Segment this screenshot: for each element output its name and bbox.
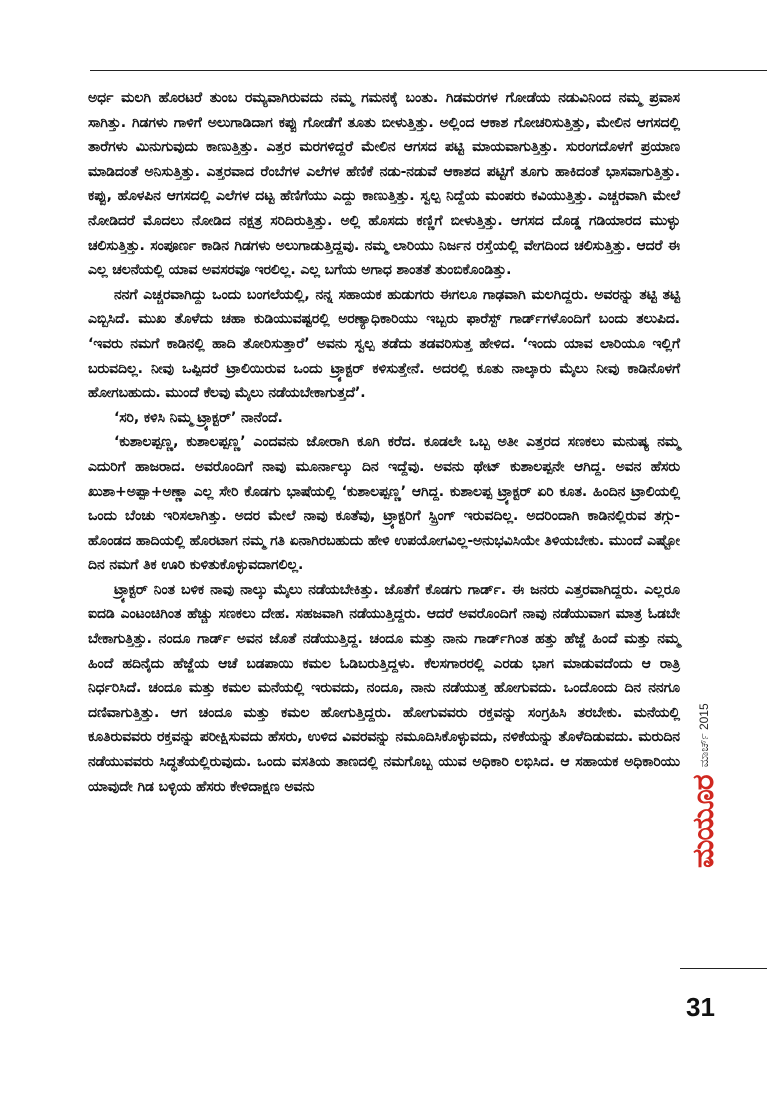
paragraph-1: ಅರ್ಧ ಮಲಗಿ ಹೊರಟರೆ ತುಂಬ ರಮ್ಯವಾಗಿರುವದು ನಮ್ಮ ಗಮನಕ್ಕೆ ಬಂತು. ಗಿಡಮರಗಳ ಗೋಡೆಯ ನಡುವಿನಿಂದ ನಮ್ಮ ಪ್ರವಾಸ ಸಾಗಿತ್ತು. ಗಿಡಗಳು ಗಾಳಿಗೆ ಅಲುಗಾಡಿದಾಗ ಕಪ್ಪು ಗೋಡೆಗೆ ತೂತು ಬೀಳುತ್ತಿತ್ತು. ಅಲ್ಲಿಂದ ಆಕಾಶ ಗೋಚರಿಸುತ್ತಿತ್ತು, ಮೇಲಿನ ಆಗಸದಲ್ಲಿ ತಾರೆಗಳು ಮಿನುಗುವುದು ಕಾಣುತ್ತಿತ್ತು. ಎತ್ತರ ಮರಗಳಿದ್ದರೆ ಮೇಲಿನ ಆಗಸದ ಪಟ್ಟಿ ಮಾಯವಾಗುತ್ತಿತ್ತು. ಸುರಂಗದೊಳಗೆ ಪ್ರಯಾಣ ಮಾಡಿದಂತೆ ಅನಿಸುತ್ತಿತ್ತು. ಎತ್ತರವಾದ ರೆಂಬೆಗಳ ಎಲೆಗಳ ಹೆಣಿಕೆ ನಡು-ನಡುವೆ ಆಕಾಶದ ಪಟ್ಟಿಗೆ ತೂಗು ಹಾಕಿದಂತೆ ಭಾಸವಾಗುತ್ತಿತ್ತು. ಕಪ್ಪು, ಹೊಳಪಿನ ಆಗಸದಲ್ಲಿ ಎಲೆಗಳ ದಟ್ಟ ಹೆಣಿಗೆಯು ಎದ್ದು ಕಾಣುತ್ತಿತ್ತು. ಸ್ವಲ್ಪ ನಿದ್ದೆಯ ಮಂಪರು ಕವಿಯುತ್ತಿತ್ತು. ಎಚ್ಚರವಾಗಿ ಮೇಲೆ ನೋಡಿದರೆ ಮೊದಲು ನೋಡಿದ ನಕ್ಷತ್ರ ಸರಿದಿರುತ್ತಿತ್ತು. ಅಲ್ಲಿ ಹೊಸದು ಕಣ್ಣಿಗೆ ಬೀಳುತ್ತಿತ್ತು. ಆಗಸದ ದೊಡ್ಡ ಗಡಿಯಾರದ ಮುಳ್ಳು ಚಲಿಸುತ್ತಿತ್ತು. ಸಂಪೂರ್ಣ ಕಾಡಿನ ಗಿಡಗಳು ಅಲುಗಾಡುತ್ತಿದ್ದವು. ನಮ್ಮ ಲಾರಿಯು ನಿರ್ಜನ ರಸ್ತೆಯಲ್ಲಿ ವೇಗದಿಂದ ಚಲಿಸುತ್ತಿತ್ತು. ಆದರೆ ಈ ಎಲ್ಲ ಚಲನೆಯಲ್ಲಿ ಯಾವ ಅವಸರವೂ ಇರಲಿಲ್ಲ. ಎಲ್ಲ ಬಗೆಯ ಅಗಾಧ ಶಾಂತತೆ ತುಂಬಿಕೊಂಡಿತ್ತು. bbox=[88, 90, 680, 279]
footer-rule bbox=[680, 968, 767, 969]
paragraph-5: ಟ್ರ್ಯಾಕ್ಟರ್ ನಿಂತ ಬಳಿಕ ನಾವು ನಾಲ್ಕು ಮೈಲು ನಡೆಯಬೇಕಿತ್ತು. ಜೊತೆಗೆ ಕೊಡಗು ಗಾರ್ಡ್. ಈ ಜನರು ಎತ್ತರವಾಗಿದ್ದರು. ಎಲ್ಲರೂ ಐದಡಿ ಎಂಟಂಚಿಗಿಂತ ಹೆಚ್ಚು ಸಣಕಲು ದೇಹ. ಸಹಜವಾಗಿ ನಡೆಯುತ್ತಿದ್ದರು. ಆದರೆ ಅವರೊಂದಿಗೆ ನಾವು ನಡೆಯುವಾಗ ಮಾತ್ರ ಓಡಬೇ ಬೇಕಾಗುತ್ತಿತ್ತು. ನಂದೂ ಗಾರ್ಡ್ ಅವನ ಜೊತೆ ನಡೆಯುತ್ತಿದ್ದ. ಚಂದೂ ಮತ್ತು ನಾನು ಗಾರ್ಡ್‌ಗಿಂತ ಹತ್ತು ಹೆಜ್ಜೆ ಹಿಂದೆ ಮತ್ತು ನಮ್ಮ ಹಿಂದೆ ಹದಿನೈದು ಹೆಜ್ಜೆಯ ಆಚೆ ಬಡಪಾಯಿ ಕಮಲ ಓಡಿಬರುತ್ತಿದ್ದಳು. ಕೆಲಸಗಾರರಲ್ಲಿ ಎರಡು ಭಾಗ ಮಾಡುವದೆಂದು ಆ ರಾತ್ರಿ ನಿರ್ಧರಿಸಿದೆ. ಚಂದೂ ಮತ್ತು ಕಮಲ ಮನೆಯಲ್ಲಿ ಇರುವದು, ನಂದೂ, ನಾನು ನಡೆಯುತ್ತ ಹೋಗುವದು. ಒಂದೊಂದು ದಿನ ನನಗೂ ದಣಿವಾಗುತ್ತಿತ್ತು. ಆಗ ಚಂದೂ ಮತ್ತು ಕಮಲ ಹೋಗುತ್ತಿದ್ದರು. ಹೋಗುವವರು ರಕ್ತವನ್ನು ಸಂಗ್ರಹಿಸಿ ತರಬೇಕು. ಮನೆಯಲ್ಲಿ ಕೂತಿರುವವರು ರಕ್ತವನ್ನು ಪರೀಕ್ಷಿಸುವದು ಹೆಸರು, ಉಳಿದ ವಿವರವನ್ನು ನಮೂದಿಸಿಕೊಳ್ಳುವದು, ನಳಿಕೆಯನ್ನು ತೊಳೆದಿಡುವದು. ಮರುದಿನ ನಡೆಯುವವರು ಸಿದ್ಧತೆಯಲ್ಲಿರುವುದು. ಒಂದು ವಸತಿಯ ತಾಣದಲ್ಲಿ ನಮಗೊಬ್ಬ ಯುವ ಅಧಿಕಾರಿ ಲಭಿಸಿದ. ಆ ಸಹಾಯಕ ಅಧಿಕಾರಿಯು ಯಾವುದೇ ಗಿಡ ಬಳ್ಳಿಯ ಹೆಸರು ಕೇಳಿದಾಕ್ಷಣ ಅವನು bbox=[88, 581, 680, 795]
magazine-logo: ಮಯೂರ bbox=[686, 775, 721, 868]
page-number: 31 bbox=[686, 992, 715, 1022]
paragraph-4: ‘ಕುಶಾಲಪ್ಪಣ್ಣ, ಕುಶಾಲಪ್ಪಣ್ಣ’ ಎಂದವನು ಜೋರಾಗಿ ಕೂಗಿ ಕರೆದ. ಕೂಡಲೇ ಒಬ್ಬ ಅತೀ ಎತ್ತರದ ಸಣಕಲು ಮನುಷ್ಯ ನಮ್ಮ ಎದುರಿಗೆ ಹಾಜರಾದ. ಅವರೊಂದಿಗೆ ನಾವು ಮೂರ್ನಾಲ್ಕು ದಿನ ಇದ್ದೆವು. ಅವನು ಥೇಟ್ ಕುಶಾಲಪ್ಪನೇ ಆಗಿದ್ದ. ಅವನ ಹೆಸರು ಖುಶಾ+ಅಪ್ಪಾ+ಅಣ್ಣಾ ಎಲ್ಲ ಸೇರಿ ಕೊಡಗು ಭಾಷೆಯಲ್ಲಿ ‘ಕುಶಾಲಪ್ಪಣ್ಣ’ ಆಗಿದ್ದ. ಕುಶಾಲಪ್ಪ ಟ್ರ್ಯಾಕ್ಟರ್ ಏರಿ ಕೂತ. ಹಿಂದಿನ ಟ್ರಾಲಿಯಲ್ಲಿ ಒಂದು ಬೆಂಚು ಇರಿಸಲಾಗಿತ್ತು. ಅದರ ಮೇಲೆ ನಾವು ಕೂತೆವು, ಟ್ರ್ಯಾಕ್ಟರಿಗೆ ಸ್ಪ್ರಿಂಗ್ ಇರುವದಿಲ್ಲ. ಅದರಿಂದಾಗಿ ಕಾಡಿನಲ್ಲಿರುವ ತಗ್ಗು-ಹೊಂಡದ ಹಾದಿಯಲ್ಲಿ ಹೊರಟಾಗ ನಮ್ಮ ಗತಿ ಏನಾಗಿರಬಹುದು ಹೇಳಿ ಉಪಯೋಗವಿಲ್ಲ-ಅನುಭವಿಸಿಯೇ ತಿಳಿಯಬೇಕು. ಮುಂದೆ ಎಷ್ಟೋ ದಿನ ನಮಗೆ ತಿಕ ಊರಿ ಕುಳಿತುಕೊಳ್ಳುವದಾಗಲಿಲ್ಲ. bbox=[88, 434, 680, 574]
magazine-sidebar-vertical bbox=[684, 692, 724, 868]
article-body bbox=[88, 86, 680, 799]
paragraph-2: ನನಗೆ ಎಚ್ಚರವಾಗಿದ್ದು ಒಂದು ಬಂಗಲೆಯಲ್ಲಿ, ನನ್ನ ಸಹಾಯಕ ಹುಡುಗರು ಈಗಲೂ ಗಾಢವಾಗಿ ಮಲಗಿದ್ದರು. ಅವರನ್ನು ತಟ್ಟಿ ತಟ್ಟಿ ಎಬ್ಬಿಸಿದೆ. ಮುಖ ತೊಳೆದು ಚಹಾ ಕುಡಿಯುವಷ್ಟರಲ್ಲಿ ಅರಣ್ಯಾಧಿಕಾರಿಯು ಇಬ್ಬರು ಫಾರೆಸ್ಟ್ ಗಾರ್ಡ್‌ಗಳೊಂದಿಗೆ ಬಂದು ತಲುಪಿದ. ‘ಇವರು ನಮಗೆ ಕಾಡಿನಲ್ಲಿ ಹಾದಿ ತೋರಿಸುತ್ತಾರೆ’ ಅವನು ಸ್ವಲ್ಪ ತಡೆದು ತಡವರಿಸುತ್ತ ಹೇಳಿದ. ‘ಇಂದು ಯಾವ ಲಾರಿಯೂ ಇಲ್ಲಿಗೆ ಬರುವದಿಲ್ಲ. ನೀವು ಒಪ್ಪಿದರೆ ಟ್ರಾಲಿಯಿರುವ ಒಂದು ಟ್ರ್ಯಾಕ್ಟರ್ ಕಳಿಸುತ್ತೇನೆ. ಅದರಲ್ಲಿ ಕೂತು ನಾಲ್ಕಾರು ಮೈಲು ನೀವು ಕಾಡಿನೊಳಗೆ ಹೋಗಬಹುದು. ಮುಂದೆ ಕೆಲವು ಮೈಲು ನಡೆಯಬೇಕಾಗುತ್ತದೆ’. bbox=[88, 286, 680, 402]
header-rule bbox=[90, 70, 767, 71]
issue-date: ಮಾರ್ಚ್ 2015 bbox=[696, 703, 711, 768]
paragraph-3: ‘ಸರಿ, ಕಳಿಸಿ ನಿಮ್ಮ ಟ್ರ್ಯಾಕ್ಟರ್’ ನಾನೆಂದೆ. bbox=[114, 409, 283, 426]
